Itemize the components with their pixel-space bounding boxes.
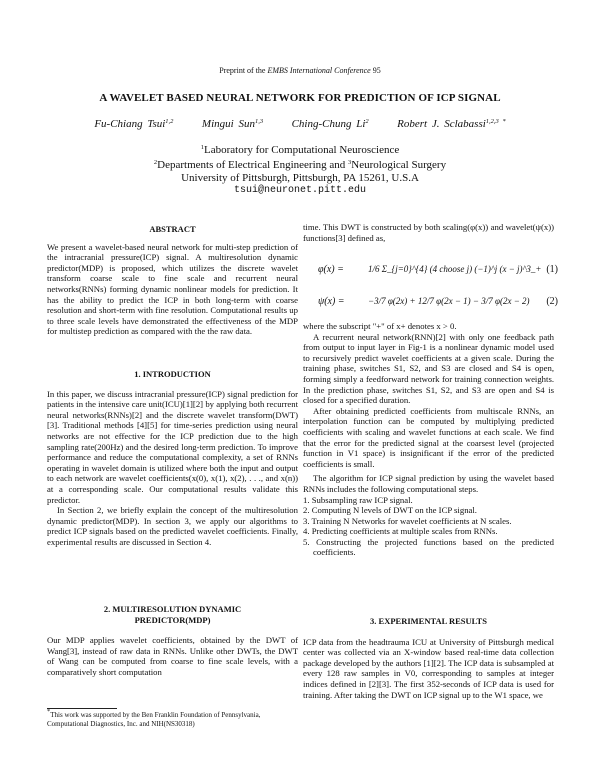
algorithm-steps [303,495,554,559]
section-2 [47,604,298,678]
section-3 [303,616,554,700]
author-name: Robert J. Sclabassi [397,118,486,130]
author-email: tsui@neuronet.pitt.edu [233,185,367,196]
algorithm-intro: The algorithm for ICP signal prediction by using the wavelet based RNNs includes the following computational steps. [303,473,554,494]
equation-1-rhs: 1/6 Σ_{j=0}^{4} (4 choose j) (−1)^j (x − j)^3_+ [368,264,542,274]
list-item: 1. Subsampling raw ICP signal. [303,494,413,505]
right-column-body [303,321,554,558]
introduction-section [47,369,298,548]
equation-1 [308,258,558,284]
author-name: Ching-Chung Li [291,118,366,130]
left-column [47,224,298,337]
section-3-paragraph: ICP data from the headtrauma ICU at University of Pittsburgh medical center was collected via an X-window based real-time data collection package developed by the authors [1][2]. The ICP data is subsampled at every 128 raw samples in V0, corresponding to samples at integer indices defined in [2][3]. The first 352-seconds of ICP data is used for training. After taking the DWT on ICP signal up to the W1 space, we [303,636,554,700]
list-item: 4. Predicting coefficients at multiple scales from RNNs. [303,526,498,537]
subscript-note: where the subscript "+" of x+ denotes x > 0. [303,321,457,331]
introduction-paragraph-1: In this paper, we discuss intracranial pressure(ICP) signal prediction for patients in the intensive care unit(ICU)[1][2] by applying both recurrent neural networks(RNNs)[2] and the discrete wavelet transform(DWT)[3]. Traditional methods [4][5] for time-series prediction using neural networks are not effective for the ICP prediction due to the high sampling rate(200Hz) and the desired long-term prediction. To improve performance and reduce the computational complexity, a set of RNNs operating in wavelet domain is utilized where both the input and output to each network are wavelet coefficients(x(0), x(1), x(2), . . ., and x(n)) at a corresponding scale. Our computational results validate this predictor. [47,388,298,505]
abstract-text: We present a wavelet-based neural network for multi-step prediction of the intracranial pressure(ICP) signal. A multiresolution dynamic predictor(MDP) is proposed, which utilizes the discrete wavelet transform coarse scale to fine scale and recurrent neural networks(RNNs) forming dynamic nonlinear models for prediction. It has the ability to predict the ICP in both long-term with coarse resolution and short-term with fine resolution. Computational results up to three scale levels have demonstrated the effectiveness of the MDP for multistep prediction as compared with the the raw data. [47,241,298,337]
dwt-intro-paragraph: time. This DWT is constructed by both scaling(φ(x)) and wavelet(ψ(x)) functions[3] defined as, [303,222,554,243]
list-item: 5. Constructing the projected functions based on the predicted coefficients. [303,536,554,558]
introduction-paragraph-2: In Section 2, we briefly explain the concept of the multiresolution dynamic predictor(MDP). In section 3, we apply our algorithms to predict ICP signals based on the predicted wavelet coefficients. Finally, experimental results are discussed in Section 4. [47,505,298,547]
author-name: Fu-Chiang Tsui [94,118,166,130]
section-3-heading: 3. EXPERIMENTAL RESULTS [370,616,487,626]
introduction-heading: 1. INTRODUCTION [134,369,211,379]
rnn-paragraph: A recurrent neural network(RNN)[2] with only one feedback path from output to input layer in Fig-1 is a nonlinear dynamic model used to recursively predict wavelet coefficients at a given scale. During the training phase, switches S1, S2, and S3 are closed and S4 is open, forming simply a feedforward network for training connection weights. In the prediction phase, switches S1, S2, and S3 are open and S4 is closed for a specified duration. [303,331,554,406]
equation-2-number: (2) [546,296,558,307]
affiliation-address: University of Pittsburgh, Pittsburgh, PA 15261, U.S.A [181,172,419,184]
affiliation-lab: $^1$Laboratory for Computational Neuroscience [200,144,400,156]
footnote: *This work was supported by the Ben Franklin Foundation of Pennsylvania, Computational Diagnostics, Inc. and NIH(NS30318) [47,708,261,728]
equation-1-number: (1) [546,264,558,275]
author-name: Mingui Sun [201,118,255,130]
equation-2-lhs: ψ(x) = [318,296,345,307]
paper-title: A WAVELET BASED NEURAL NETWORK FOR PREDICTION OF ICP SIGNAL [99,92,501,104]
section-2-paragraph: Our MDP applies wavelet coefficients, obtained by the DWT of Wang[3], instead of raw data in RNNs. Unlike other DWTs, the DWT of Wang can be computed from coarse to fine scale levels, with a comparatively short computation [47,635,298,677]
list-item: 2. Computing N levels of DWT on the ICP signal. [303,505,477,516]
abstract-heading: ABSTRACT [149,224,196,234]
section-2-heading: 2. MULTIRESOLUTION DYNAMIC PREDICTOR(MDP) [103,604,242,625]
preprint-notice: Preprint of the EMBS International Conference 95 [219,66,381,75]
list-item: 3. Training N Networks for wavelet coefficients at N scales. [303,515,512,526]
affiliation-departments: $^2$Departments of Electrical Engineering and $^3$Neurological Surgery [153,159,447,171]
equation-2 [308,290,558,316]
interpolation-paragraph: After obtaining predicted coefficients from multiscale RNNs, an interpolation function can be computed by multiplying predicted coefficients with scaling and wavelet functions at each scale. We find that the error for the predicted signal at the coarsest level (projected function in V1 space) is insignificant if the error of the predicted coefficients is small. [303,405,554,469]
equation-2-rhs: −3/7 φ(2x) + 12/7 φ(2x − 1) − 3/7 φ(2x − 2) [368,296,530,306]
footnote-rule [47,708,117,709]
equation-1-lhs: φ(x) = [318,264,344,275]
author-list: Fu-Chiang Tsui$^{1,2}$ Mingui Sun$^{1,3}$ Ching-Chung Li$^2$ Robert J. Sclabassi$^{1,2,3 *}$ [94,118,506,130]
